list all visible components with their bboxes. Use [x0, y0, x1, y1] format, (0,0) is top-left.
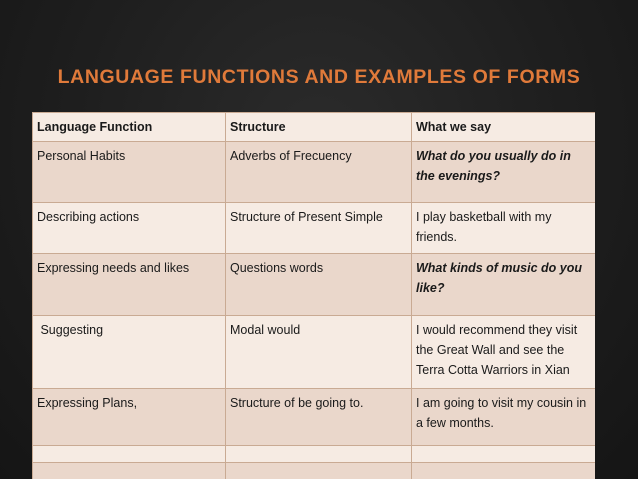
cell-function: Expressing needs and likes: [33, 254, 226, 316]
cell-function: Expressing Plans,: [33, 389, 226, 446]
cell-empty: [33, 463, 226, 479]
cell-function: Describing actions: [33, 203, 226, 254]
table-header-row: [33, 113, 596, 142]
table-row-empty: [33, 463, 596, 479]
cell-function: Suggesting: [33, 316, 226, 389]
slide-title: LANGUAGE FUNCTIONS AND EXAMPLES OF FORMS: [57, 66, 581, 88]
cell-structure: Modal would: [226, 316, 412, 389]
header-what-we-say: What we say: [412, 113, 596, 142]
table-row-empty: [33, 446, 596, 463]
table-row: [33, 254, 596, 316]
language-functions-table: [32, 112, 595, 479]
cell-example: What kinds of music do you like?: [412, 254, 596, 316]
cell-structure: Adverbs of Frecuency: [226, 142, 412, 203]
cell-example: I play basketball with my friends.: [412, 203, 596, 254]
cell-structure: Structure of Present Simple: [226, 203, 412, 254]
cell-example: What do you usually do in the evenings?: [412, 142, 596, 203]
cell-function: Personal Habits: [33, 142, 226, 203]
cell-empty: [33, 446, 226, 463]
cell-example: I am going to visit my cousin in a few months.: [412, 389, 596, 446]
cell-empty: [226, 446, 412, 463]
cell-empty: [226, 463, 412, 479]
header-language-function: Language Function: [33, 113, 226, 142]
cell-structure: Questions words: [226, 254, 412, 316]
header-structure: Structure: [226, 113, 412, 142]
table-row: [33, 142, 596, 203]
table-row: [33, 316, 596, 389]
cell-empty: [412, 446, 596, 463]
table-row: [33, 389, 596, 446]
table-row: [33, 203, 596, 254]
cell-empty: [412, 463, 596, 479]
cell-example: I would recommend they visit the Great Wall and see the Terra Cotta Warriors in Xian: [412, 316, 596, 389]
table-container: [32, 112, 595, 479]
cell-structure: Structure of be going to.: [226, 389, 412, 446]
